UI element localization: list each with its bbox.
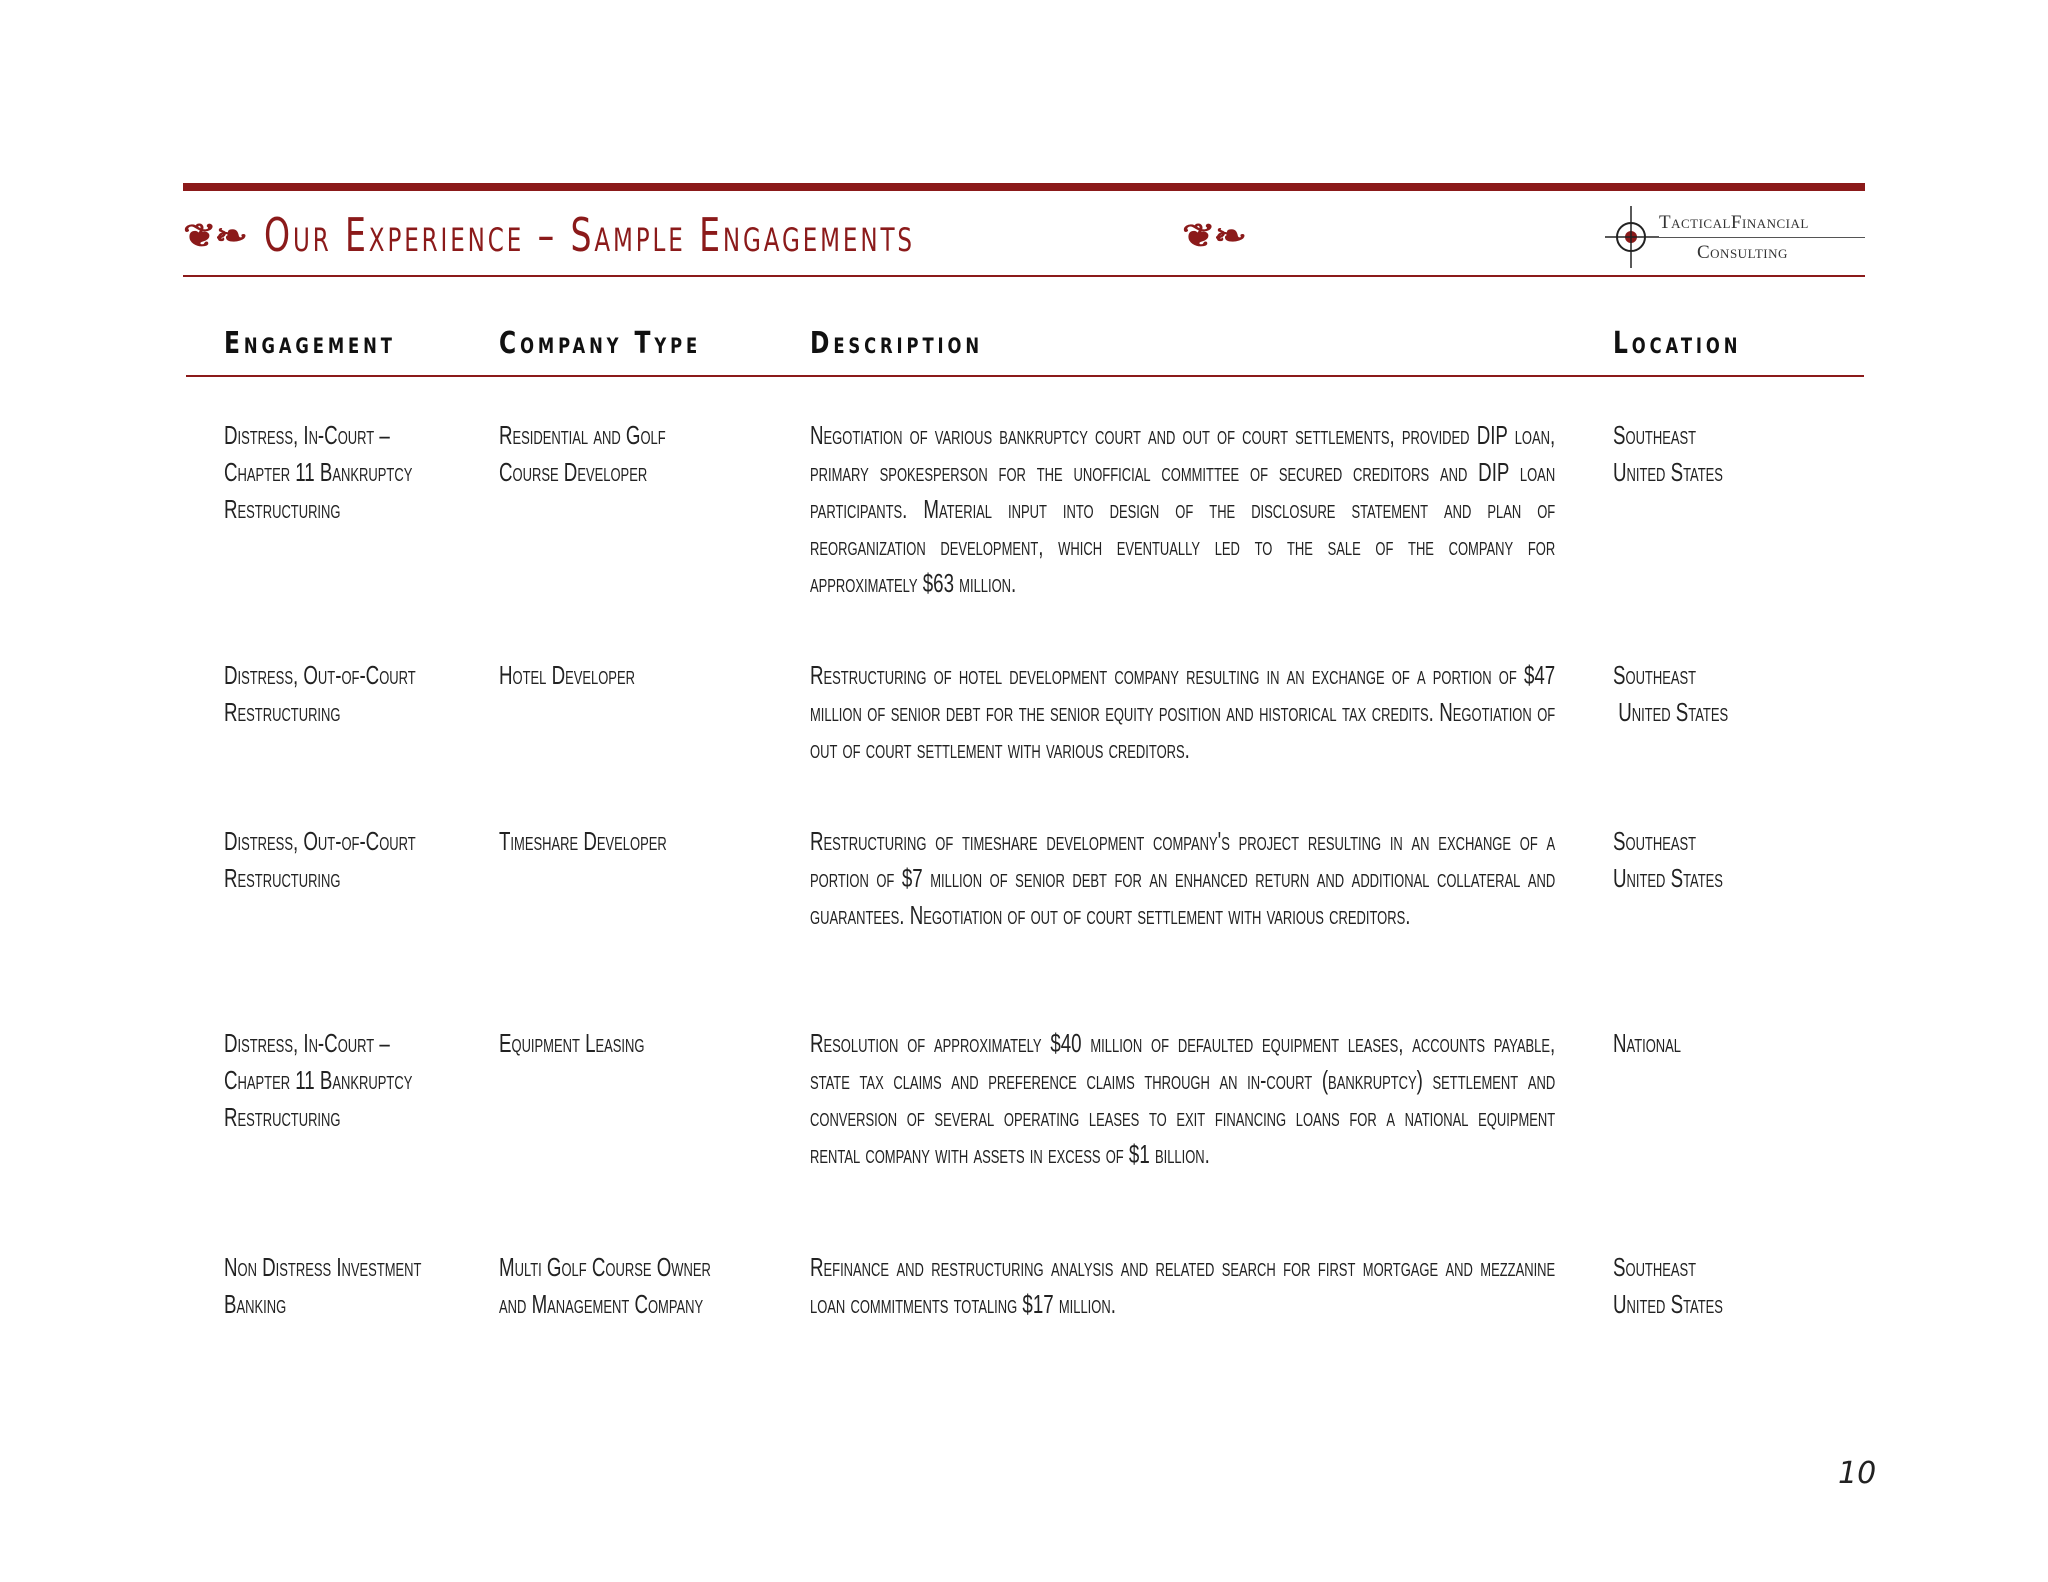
engagement-line: Restructuring: [224, 863, 341, 893]
engagement-line: Restructuring: [224, 494, 341, 524]
ornament-right-icon: ❦❧: [1182, 216, 1246, 254]
company-type-line: Timeshare Developer: [499, 826, 667, 856]
company-type-cell: [499, 1249, 711, 1323]
location-line: National: [1613, 1028, 1682, 1058]
column-header-company-type: Company Type: [499, 326, 702, 361]
engagement-line: Distress, Out-of-Court: [224, 826, 416, 856]
location-cell: [1613, 1249, 1723, 1323]
description-cell: Resolution of approximately $40 million of defaulted equipment leases, accounts payable, state tax claims and preference claims through an in-court (bankruptcy) settlement and conversion of several operating leases to exit financing loans for a national equipment rental company with assets in excess of $1 billion.: [810, 1028, 1556, 1169]
engagement-line: Restructuring: [224, 697, 341, 727]
ornament-left-icon: ❦❧: [183, 216, 247, 254]
company-type-cell: [499, 417, 666, 491]
description-cell: Restructuring of timeshare development company's project resulting in an exchange of a portion of $7 million of senior debt for an enhanced return and additional collateral and guarantees. Negotiation of out of court settlement with various creditors.: [810, 826, 1556, 930]
engagement-line: Distress, In-Court –: [224, 420, 390, 450]
engagement-line: Non Distress Investment: [224, 1252, 422, 1282]
engagement-line: Distress, In-Court –: [224, 1028, 390, 1058]
title-row: [183, 200, 1323, 270]
company-type-cell: [499, 1025, 644, 1062]
title-underline: [183, 275, 1865, 277]
page-number: 10: [1838, 1456, 1877, 1491]
column-header-location: Location: [1613, 326, 1742, 361]
engagement-cell: [224, 823, 416, 897]
location-line: United States: [1613, 457, 1723, 487]
engagement-line: Restructuring: [224, 1102, 341, 1132]
engagement-line: Distress, Out-of-Court: [224, 660, 416, 690]
logo-text-line2: Consulting: [1697, 242, 1788, 263]
engagement-line: Chapter 11 Bankruptcy: [224, 1065, 413, 1095]
company-type-line: Equipment Leasing: [499, 1028, 645, 1058]
location-line: Southeast: [1613, 660, 1697, 690]
company-type-line: Course Developer: [499, 457, 648, 487]
company-type-cell: [499, 657, 635, 694]
logo-divider: [1659, 237, 1865, 238]
engagement-cell: [224, 417, 412, 528]
location-cell: [1613, 1025, 1681, 1062]
company-type-line: Residential and Golf: [499, 420, 666, 450]
location-line: United States: [1613, 1289, 1723, 1319]
company-type-line: and Management Company: [499, 1289, 704, 1319]
description-cell: Refinance and restructuring analysis and related search for first mortgage and mezzanine loan commitments totaling $17 million.: [810, 1252, 1556, 1319]
location-cell: [1613, 823, 1723, 897]
location-line: Southeast: [1613, 420, 1697, 450]
page-title: Our Experience – Sample Engagements: [264, 208, 915, 262]
description-cell: Negotiation of various bankruptcy court and out of court settlements, provided DIP loan, primary spokesperson for the unofficial committee of secured creditors and DIP loan participants. Material input into design of the disclosure statement and plan of reorganization development, which eventually led to the sale of the company for approximately $63 million.: [810, 420, 1556, 598]
logo-text-line1: TacticalFinancial: [1659, 212, 1809, 233]
company-type-line: Hotel Developer: [499, 660, 635, 690]
crosshair-icon: [1603, 204, 1663, 270]
location-line: United States: [1613, 697, 1729, 727]
location-cell: [1613, 417, 1723, 491]
column-header-engagement: Engagement: [224, 326, 396, 361]
engagement-line: Chapter 11 Bankruptcy: [224, 457, 413, 487]
column-header-rule: [186, 375, 1864, 377]
engagement-cell: [224, 1249, 421, 1323]
engagement-line: Banking: [224, 1289, 287, 1319]
engagement-cell: [224, 1025, 412, 1136]
company-type-line: Multi Golf Course Owner: [499, 1252, 711, 1282]
location-line: United States: [1613, 863, 1723, 893]
location-line: Southeast: [1613, 826, 1697, 856]
company-logo: [1603, 204, 1865, 270]
column-header-description: Description: [810, 326, 983, 361]
company-type-cell: [499, 823, 667, 860]
location-line: Southeast: [1613, 1252, 1697, 1282]
description-cell: Restructuring of hotel development company resulting in an exchange of a portion of $47 million of senior debt for the senior equity position and historical tax credits. Negotiation of out of court settlement with various creditors.: [810, 660, 1556, 764]
header-top-rule: [183, 183, 1865, 191]
location-cell: [1613, 657, 1728, 731]
engagement-cell: [224, 657, 416, 731]
